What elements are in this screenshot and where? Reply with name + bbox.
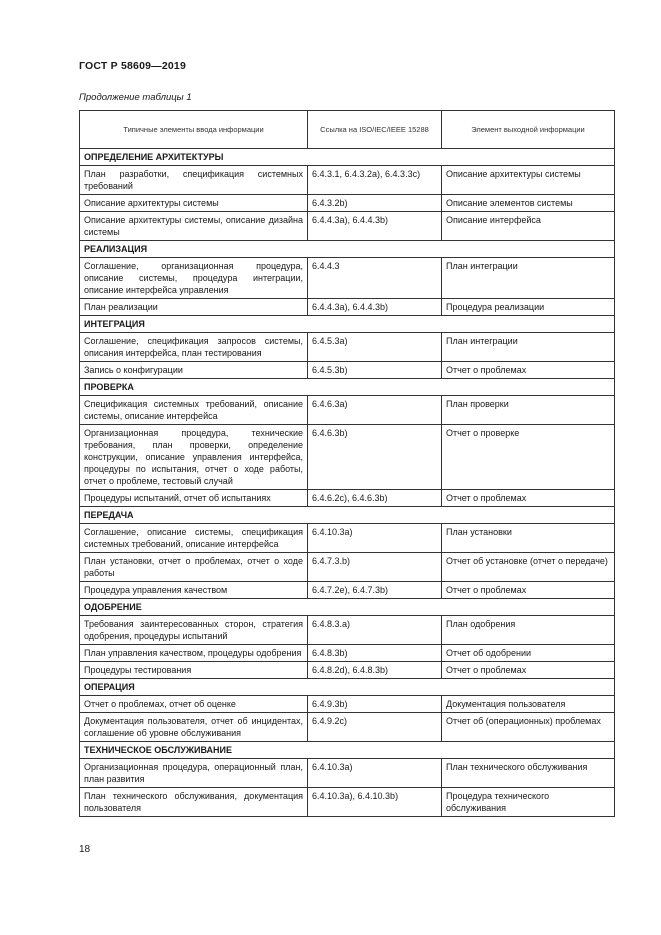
cell-input: Требования заинтересованных сторон, стратегия одобрения, процедуры испытаний: [80, 616, 308, 645]
cell-reference: 6.4.7.3.b): [308, 553, 442, 582]
table-row: [80, 490, 615, 507]
information-table: [79, 110, 615, 817]
cell-output: Процедура реализации: [442, 299, 615, 316]
section-row: [80, 241, 615, 258]
table-row: [80, 616, 615, 645]
cell-input: Процедуры тестирования: [80, 662, 308, 679]
cell-reference: 6.4.6.3b): [308, 425, 442, 490]
cell-output: Процедура технического обслуживания: [442, 788, 615, 817]
section-title: ТЕХНИЧЕСКОЕ ОБСЛУЖИВАНИЕ: [80, 742, 615, 759]
cell-input: План реализации: [80, 299, 308, 316]
cell-output: План интеграции: [442, 258, 615, 299]
cell-reference: 6.4.9.2с): [308, 713, 442, 742]
cell-input: План управления качеством, процедуры одобрения: [80, 645, 308, 662]
cell-reference: 6.4.8.2d), 6.4.8.3b): [308, 662, 442, 679]
table-row: [80, 524, 615, 553]
cell-output: Отчет о проблемах: [442, 490, 615, 507]
table-header-row: [80, 111, 615, 149]
table-row: [80, 333, 615, 362]
section-row: [80, 679, 615, 696]
cell-output: План проверки: [442, 396, 615, 425]
cell-output: Описание архитектуры системы: [442, 166, 615, 195]
table-row: [80, 759, 615, 788]
table-row: [80, 713, 615, 742]
header-output-elements: Элемент выходной информации: [442, 111, 615, 149]
table-row: [80, 645, 615, 662]
cell-input: Организационная процедура, операционный план, план развития: [80, 759, 308, 788]
cell-input: Процедура управления качеством: [80, 582, 308, 599]
table-row: [80, 362, 615, 379]
cell-reference: 6.4.3.1, 6.4.3.2а), 6.4.3.3с): [308, 166, 442, 195]
table-row: [80, 195, 615, 212]
cell-reference: 6.4.9.3b): [308, 696, 442, 713]
table-row: [80, 425, 615, 490]
section-row: [80, 599, 615, 616]
cell-reference: 6.4.8.3.а): [308, 616, 442, 645]
section-title: ПЕРЕДАЧА: [80, 507, 615, 524]
cell-output: Отчет о проблемах: [442, 582, 615, 599]
section-title: ОДОБРЕНИЕ: [80, 599, 615, 616]
section-row: [80, 507, 615, 524]
table-row: [80, 553, 615, 582]
cell-input: План разработки, спецификация системных требований: [80, 166, 308, 195]
cell-output: Отчет об установке (отчет о передаче): [442, 553, 615, 582]
cell-reference: 6.4.4.3а), 6.4.4.3b): [308, 212, 442, 241]
section-row: [80, 742, 615, 759]
cell-reference: 6.4.10.3а): [308, 759, 442, 788]
table-caption: Продолжение таблицы 1: [79, 92, 192, 103]
cell-reference: 6.4.10.3а), 6.4.10.3b): [308, 788, 442, 817]
cell-output: Отчет об (операционных) проблемах: [442, 713, 615, 742]
cell-output: План установки: [442, 524, 615, 553]
cell-reference: 6.4.6.2с), 6.4.6.3b): [308, 490, 442, 507]
cell-reference: 6.4.5.3а): [308, 333, 442, 362]
page-number: 18: [79, 844, 91, 855]
cell-reference: 6.4.3.2b): [308, 195, 442, 212]
cell-output: Отчет о проблемах: [442, 362, 615, 379]
cell-reference: 6.4.7.2е), 6.4.7.3b): [308, 582, 442, 599]
section-title: ПРОВЕРКА: [80, 379, 615, 396]
cell-output: Отчет о проблемах: [442, 662, 615, 679]
cell-output: План интеграции: [442, 333, 615, 362]
cell-output: Описание интерфейса: [442, 212, 615, 241]
cell-reference: 6.4.10.3а): [308, 524, 442, 553]
section-row: [80, 149, 615, 166]
cell-input: Процедуры испытаний, отчет об испытаниях: [80, 490, 308, 507]
cell-input: Соглашение, организационная процедура, описание системы, процедура интеграции, описание интерфейса управления: [80, 258, 308, 299]
section-row: [80, 379, 615, 396]
table-row: [80, 166, 615, 195]
cell-reference: 6.4.8.3b): [308, 645, 442, 662]
section-title: ИНТЕГРАЦИЯ: [80, 316, 615, 333]
table-row: [80, 396, 615, 425]
cell-reference: 6.4.5.3b): [308, 362, 442, 379]
cell-reference: 6.4.6.3а): [308, 396, 442, 425]
section-title: РЕАЛИЗАЦИЯ: [80, 241, 615, 258]
table-row: [80, 662, 615, 679]
header-input-elements: Типичные элементы ввода информации: [80, 111, 308, 149]
section-title: ОПРЕДЕЛЕНИЕ АРХИТЕКТУРЫ: [80, 149, 615, 166]
table-row: [80, 788, 615, 817]
cell-input: Описание архитектуры системы: [80, 195, 308, 212]
cell-input: Соглашение, описание системы, спецификация системных требований, описание интерфейса: [80, 524, 308, 553]
cell-input: Отчет о проблемах, отчет об оценке: [80, 696, 308, 713]
table-row: [80, 582, 615, 599]
table-row: [80, 212, 615, 241]
cell-output: Описание элементов системы: [442, 195, 615, 212]
cell-output: План технического обслуживания: [442, 759, 615, 788]
cell-output: Отчет об одобрении: [442, 645, 615, 662]
cell-input: Спецификация системных требований, описание системы, описание интерфейса: [80, 396, 308, 425]
cell-input: Описание архитектуры системы, описание дизайна системы: [80, 212, 308, 241]
section-title: ОПЕРАЦИЯ: [80, 679, 615, 696]
cell-output: План одобрения: [442, 616, 615, 645]
section-row: [80, 316, 615, 333]
table-row: [80, 258, 615, 299]
cell-input: Документация пользователя, отчет об инцидентах, соглашение об уровне обслуживания: [80, 713, 308, 742]
cell-input: Запись о конфигурации: [80, 362, 308, 379]
cell-reference: 6.4.4.3: [308, 258, 442, 299]
standard-header: ГОСТ Р 58609—2019: [79, 60, 187, 72]
cell-reference: 6.4.4.3а), 6.4.4.3b): [308, 299, 442, 316]
cell-input: План установки, отчет о проблемах, отчет о ходе работы: [80, 553, 308, 582]
cell-output: Отчет о проверке: [442, 425, 615, 490]
cell-input: Соглашение, спецификация запросов системы, описания интерфейса, план тестирования: [80, 333, 308, 362]
table-row: [80, 299, 615, 316]
header-iso-reference: Ссылка на ISO/IEC/IEEE 15288: [308, 111, 442, 149]
table-body: [80, 149, 615, 817]
cell-output: Документация пользователя: [442, 696, 615, 713]
table-row: [80, 696, 615, 713]
cell-input: Организационная процедура, технические требования, план проверки, определение конструкции, описание управления интерфейса, процедуры по испытания, отчет о ходе работы, отчет о проблеме, тестовый случай: [80, 425, 308, 490]
cell-input: План технического обслуживания, документация пользователя: [80, 788, 308, 817]
